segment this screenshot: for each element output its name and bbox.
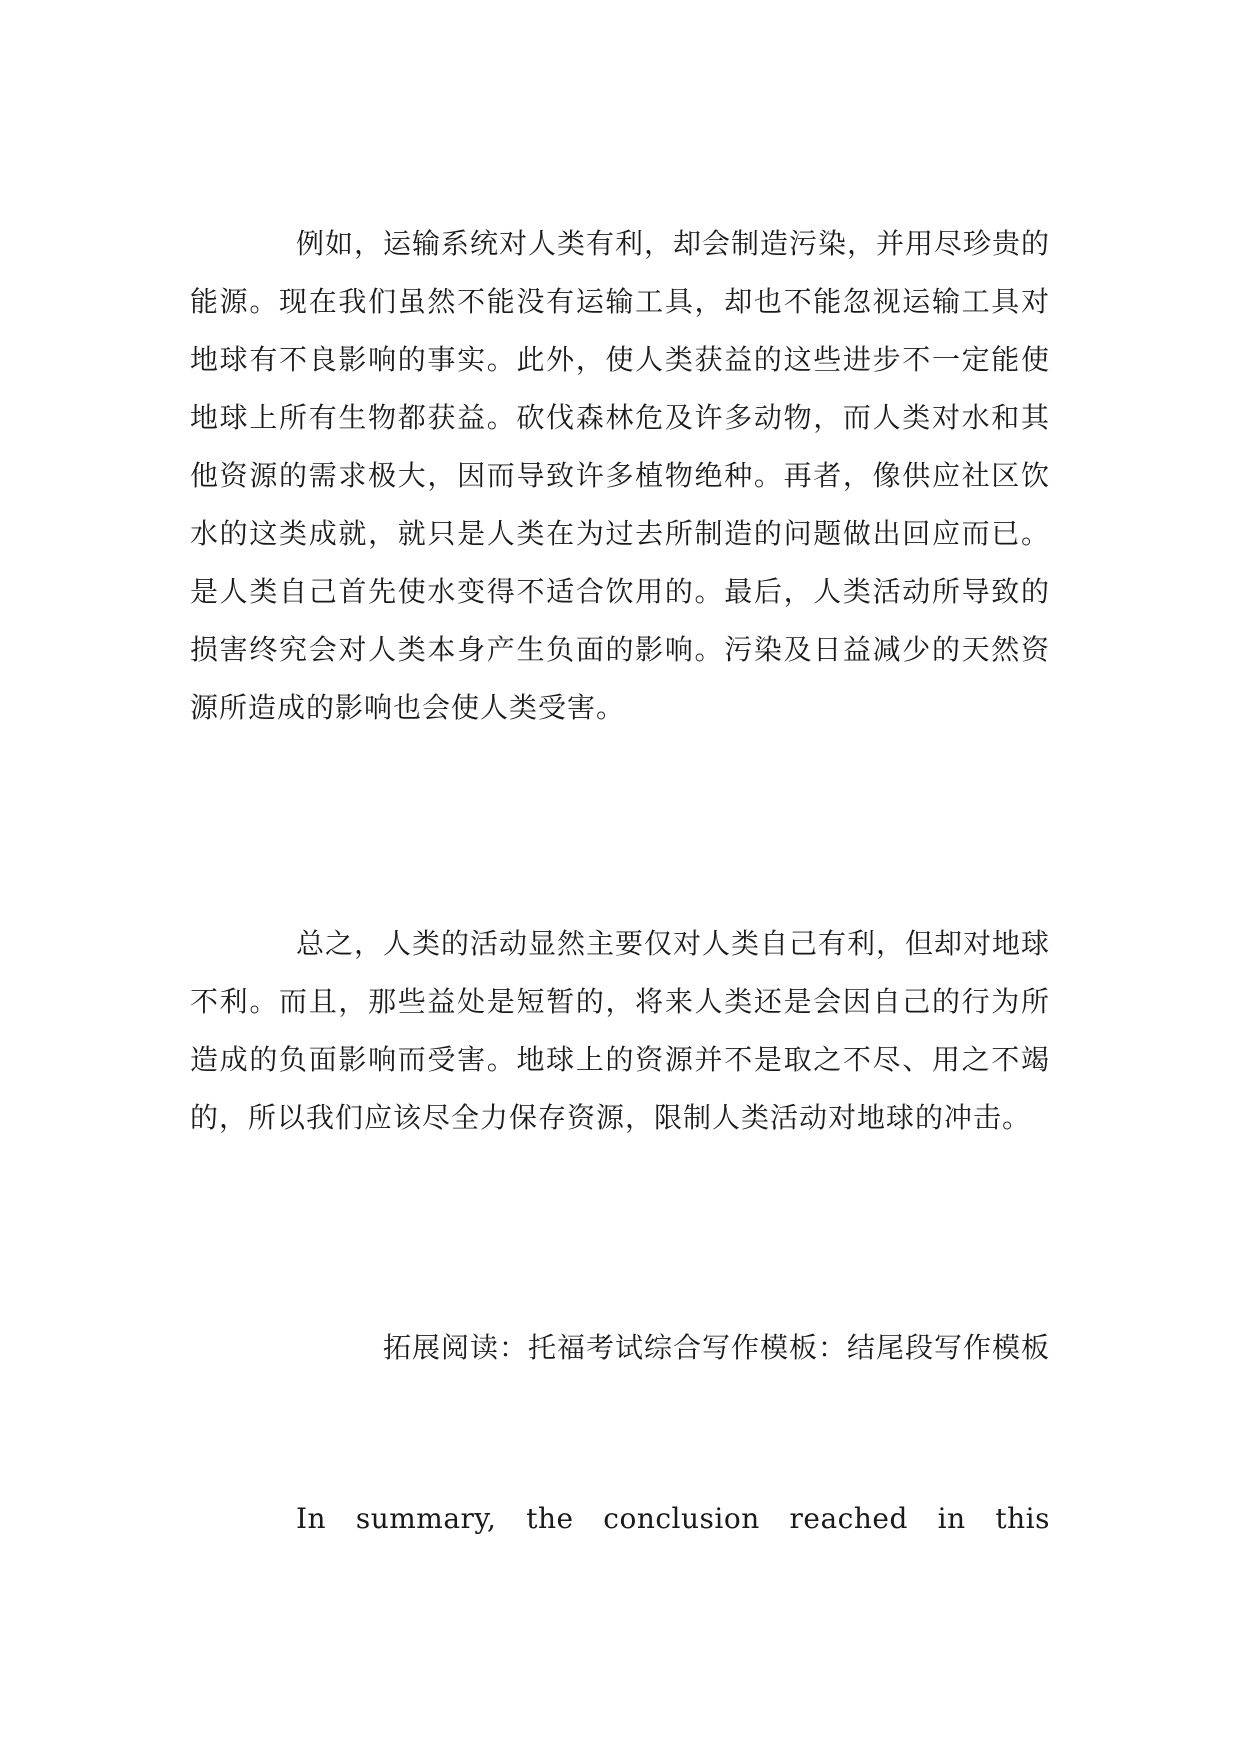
body-paragraph-conclusion: 总之，人类的活动显然主要仅对人类自己有利，但却对地球不利。而且，那些益处是短暂的，将来人类还是会因自己的行为所造成的负面影响而受害。地球上的资源并不是取之不尽、用之不竭的，所以我们应该尽全力保存资源，限制人类活动对地球的冲击。 (190, 927, 1051, 1134)
english-template-line: In summary, the conclusion reached in this (296, 1502, 1050, 1535)
body-paragraph-transport-example: 例如，运输系统对人类有利，却会制造污染，并用尽珍贵的能源。现在我们虽然不能没有运输工具，却也不能忽视运输工具对地球有不良影响的事实。此外，使人类获益的这些进步不一定能使地球上所有生物都获益。砍伐森林危及许多动物，而人类对水和其他资源的需求极大，因而导致许多植物绝种。再者，像供应社区饮水的这类成就，就只是人类在为过去所制造的问题做出回应而已。是人类自己首先使水变得不适合饮用的。最后，人类活动所导致的损害终究会对人类本身产生负面的影响。污染及日益减少的天然资源所造成的影响也会使人类受害。 (190, 227, 1051, 724)
extended-reading-line: 拓展阅读：托福考试综合写作模板：结尾段写作模板 (382, 1331, 1050, 1364)
